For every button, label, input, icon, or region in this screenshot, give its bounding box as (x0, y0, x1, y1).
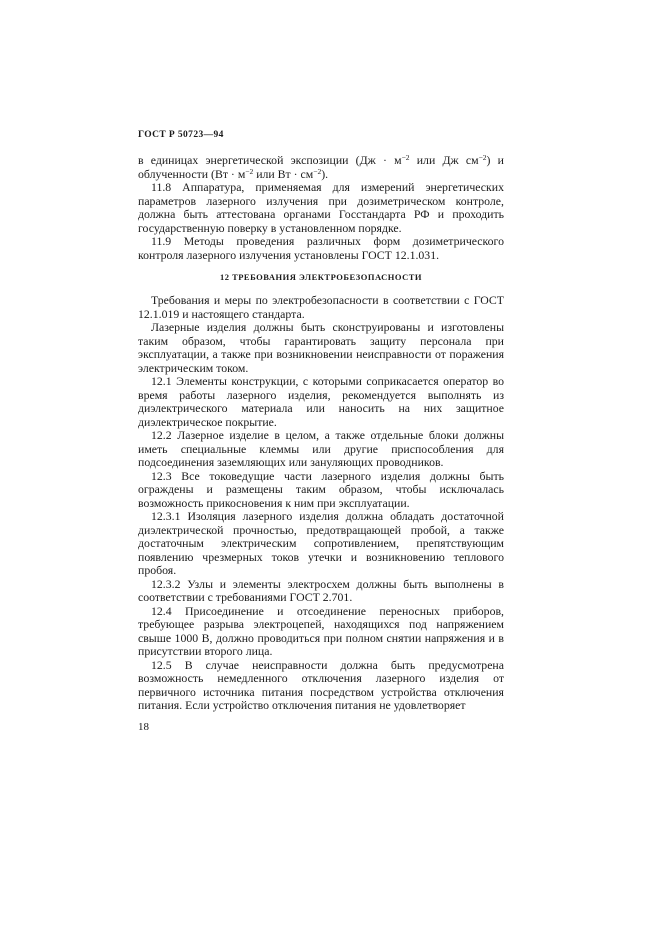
page-number: 18 (138, 720, 149, 733)
paragraph-11-9: 11.9 Методы проведения различных форм дозиметрического контроля лазерного излучения установлены ГОСТ 12.1.031. (138, 234, 504, 262)
paragraph-12-3-2: 12.3.2 Узлы и элементы электросхем должны быть выполнены в соответствии с требованиями ГОСТ 2.701. (138, 576, 504, 604)
units-text-b: или Дж см (409, 153, 479, 167)
units-text-a: в единицах энергетической экспозиции (Дж · м (138, 153, 402, 167)
exponent-2: −2 (478, 153, 487, 162)
paragraph-12-5: 12.5 В случае неисправности должна быть предусмотрена возможность немедленного отключения лазерного изделия от первичного источника питания посредством устройства отключения питания. Если устройство отключения питания не удовлетворяет (138, 657, 504, 712)
paragraph-12-2: 12.2 Лазерное изделие в целом, а также отдельные блоки должны иметь специальные клеммы или другие приспособления для подсоединения заземляющих или зануляющих проводников. (138, 428, 504, 469)
paragraph-intro-requirements: Требования и меры по электробезопасности в соответствии с ГОСТ 12.1.019 и настоящего стандарта. (138, 293, 504, 321)
document-page (138, 130, 504, 733)
exponent-3: −2 (245, 166, 254, 176)
units-text-c: ) и облученности (Вт · м (138, 153, 504, 181)
section-title: 12 ТРЕБОВАНИЯ ЭЛЕКТРОБЕЗОПАСНОСТИ (219, 272, 423, 282)
units-text-d: или Вт · см (253, 166, 314, 181)
paragraph-12-1: 12.1 Элементы конструкции, с которыми соприкасается оператор во время работы лазерного изделия, рекомендуется выполнять из диэлектрического материала или наносить на них защитное диэлектрическое покрытие. (138, 374, 504, 429)
units-text-e: ). (321, 166, 329, 181)
exponent-1: −2 (401, 153, 410, 162)
paragraph-units-continuation (138, 154, 504, 181)
paragraph-12-4: 12.4 Присоединение и отсоединение переносных приборов, требующее разрыва электроцепей, находящихся под напряжением свыше 1000 В, должно проводиться при полном снятии напряжения и в присутствии второго лица. (138, 603, 504, 658)
document-code-header: ГОСТ Р 50723—94 (138, 130, 224, 140)
paragraph-12-3-1: 12.3.1 Изоляция лазерного изделия должна обладать достаточной диэлектрической прочностью, предотвращающей пробой, а также достаточным электрическим сопротивлением, препятствующим появлению чрезмерных токов утечки и возникновению теплового пробоя. (138, 509, 504, 577)
paragraph-11-8: 11.8 Аппаратура, применяемая для измерений энергетических параметров лазерного излучения при дозиметрическом контроле, должна быть аттестована органами Госстандарта РФ и проходить государственную поверку в установленном порядке. (138, 180, 504, 235)
exponent-4: −2 (313, 166, 322, 176)
paragraph-laser-design: Лазерные изделия должны быть сконструированы и изготовлены таким образом, чтобы гарантировать защиту персонала при эксплуатации, а также при возникновении неисправности от поражения электрическим током. (138, 320, 504, 375)
paragraph-12-3: 12.3 Все токоведущие части лазерного изделия должны быть ограждены и размещены таким образом, чтобы исключалась возможность прикосновения к ним при эксплуатации. (138, 468, 504, 510)
